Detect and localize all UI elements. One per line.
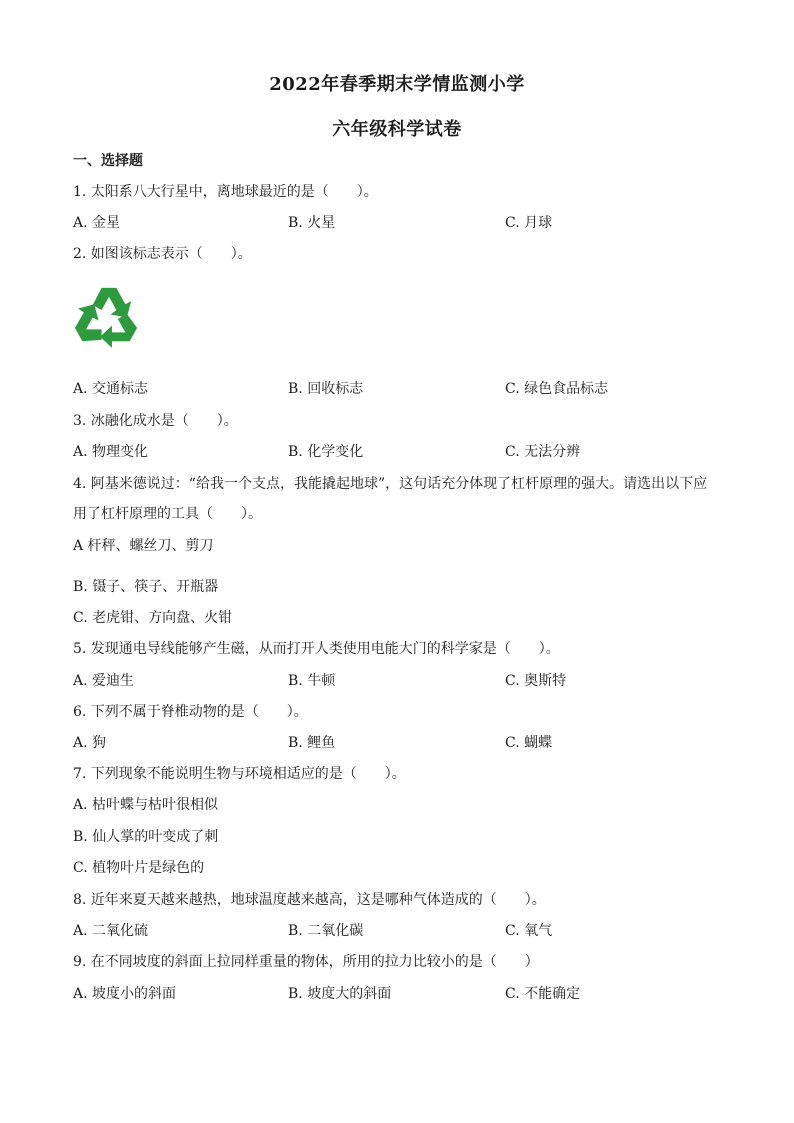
question-2-option-a: A. 交通标志 [73,381,149,397]
question-1-option-a: A. 金星 [73,215,121,231]
question-8-option-a: A. 二氧化硫 [73,923,149,939]
question-1-stem: 1. 太阳系八大行星中，离地球最近的是（ ）。 [73,184,378,200]
question-6-option-a: A. 狗 [73,735,107,751]
question-5-option-b: B. 牛顿 [288,673,336,689]
question-2-option-c: C. 绿色食品标志 [505,381,609,397]
question-9-stem: 9. 在不同坡度的斜面上拉同样重量的物体，所用的拉力比较小的是（ ） [73,954,539,970]
question-1-option-b: B. 火星 [288,215,336,231]
question-9-option-a: A. 坡度小的斜面 [73,986,177,1002]
question-7-option-a: A. 枯叶蝶与枯叶很相似 [73,797,219,813]
question-9-option-c: C. 不能确定 [505,986,581,1002]
question-2-option-b: B. 回收标志 [288,381,364,397]
question-4-option-a: A 杆秤、螺丝刀、剪刀 [73,538,214,554]
exam-subtitle: 六年级科学试卷 [332,119,462,140]
question-1-option-c: C. 月球 [505,215,553,231]
question-8-stem: 8. 近年来夏天越来越热，地球温度越来越高，这是哪种气体造成的（ ）。 [73,892,546,908]
question-3-option-c: C. 无法分辨 [505,444,581,460]
question-2-stem: 2. 如图该标志表示（ ）。 [73,246,252,262]
question-6-option-c: C. 蝴蝶 [505,735,553,751]
question-3-option-b: B. 化学变化 [288,444,364,460]
question-4-stem-line-1: 4. 阿基米德说过：“给我一个支点，我能撬起地球”，这句话充分体现了杠杆原理的强大。请选出以下应 [73,476,708,492]
question-4-stem-line-2: 用了杠杆原理的工具（ ）。 [73,506,262,522]
question-8-option-b: B. 二氧化碳 [288,923,364,939]
question-5-option-a: A. 爱迪生 [73,673,135,689]
question-8-option-c: C. 氧气 [505,923,553,939]
question-3-stem: 3. 冰融化成水是（ ）。 [73,413,238,429]
question-7-option-c: C. 植物叶片是绿色的 [73,860,205,876]
question-4-option-c: C. 老虎钳、方向盘、火钳 [73,610,233,626]
question-6-stem: 6. 下列不属于脊椎动物的是（ ）。 [73,704,308,720]
section-heading: 一、选择题 [73,153,143,169]
exam-title: 2022年春季期末学情监测小学 [269,74,525,95]
question-5-stem: 5. 发现通电导线能够产生磁，从而打开人类使用电能大门的科学家是（ ）。 [73,641,560,657]
question-7-stem: 7. 下列现象不能说明生物与环境相适应的是（ ）。 [73,766,406,782]
question-5-option-c: C. 奥斯特 [505,673,567,689]
recycle-icon [72,282,146,356]
question-6-option-b: B. 鲤鱼 [288,735,336,751]
question-3-option-a: A. 物理变化 [73,444,149,460]
question-9-option-b: B. 坡度大的斜面 [288,986,392,1002]
question-7-option-b: B. 仙人掌的叶变成了刺 [73,829,219,845]
question-4-option-b: B. 镊子、筷子、开瓶器 [73,579,219,595]
